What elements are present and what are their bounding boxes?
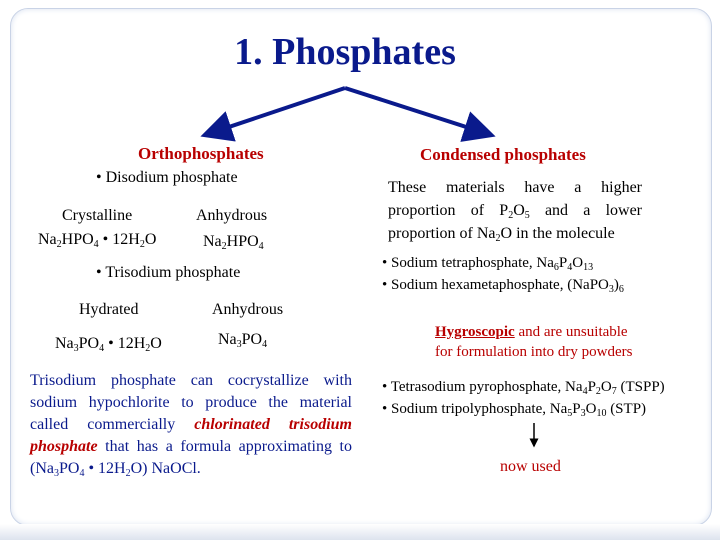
condensed-paragraph: These materials have a higher proportion of $P_2O_5$ and a lower proportion of $Na_2O$ in the molecule: [388, 179, 642, 244]
now-used-label: now used: [500, 458, 561, 475]
orthophosphates-heading: Orthophosphates: [138, 144, 264, 163]
hygroscopic-line1: Hygroscopic and are unsuitable: [435, 324, 628, 340]
crystalline-formula: $Na_2HPO_4$ • $12H_2O$: [38, 231, 157, 250]
bullet-sodium-hexametaphosphate: • Sodium hexametaphosphate, $(NaPO_3)_6$: [382, 277, 624, 295]
arrow-right: [345, 88, 488, 134]
anhydrous-formula: $Na_2HPO_4$: [203, 233, 264, 252]
bullet-sodium-tetraphosphate: • Sodium tetraphosphate, $Na_6P_4O_{13}$: [382, 255, 594, 273]
crystalline-label: Crystalline: [62, 207, 133, 224]
arrow-left: [208, 88, 345, 134]
anhydrous-label: Anhydrous: [196, 207, 268, 224]
condensed-phosphates-heading: Condensed phosphates: [420, 145, 586, 164]
anhydrous2-label: Anhydrous: [212, 301, 284, 318]
hygroscopic-line2: for formulation into dry powders: [435, 344, 633, 360]
hydrated-formula: $Na_3PO_4$ • $12H_2O$: [55, 335, 162, 354]
slide-title: 1. Phosphates: [234, 31, 456, 73]
bullet-tetrasodium-pyrophosphate: • Tetrasodium pyrophosphate, $Na_4P_2O_7$ (TSPP): [382, 379, 665, 397]
hydrated-label: Hydrated: [79, 301, 139, 318]
bullet-disodium-phosphate: • Disodium phosphate: [96, 169, 238, 186]
anhydrous2-formula: $Na_3PO_4$: [218, 331, 268, 350]
trisodium-paragraph: Trisodium phosphate can cocrystallize with sodium hypochlorite to produce the material called commercially chlorinated trisodium phosphate that has a formula approximating to ($Na_3PO_4$ • $12H_2O$) NaOCl.: [30, 372, 352, 479]
bullet-trisodium-phosphate: • Trisodium phosphate: [96, 264, 241, 281]
bullet-sodium-tripolyphosphate: • Sodium tripolyphosphate, $Na_5P_3O_{10}$ (STP): [382, 401, 647, 419]
